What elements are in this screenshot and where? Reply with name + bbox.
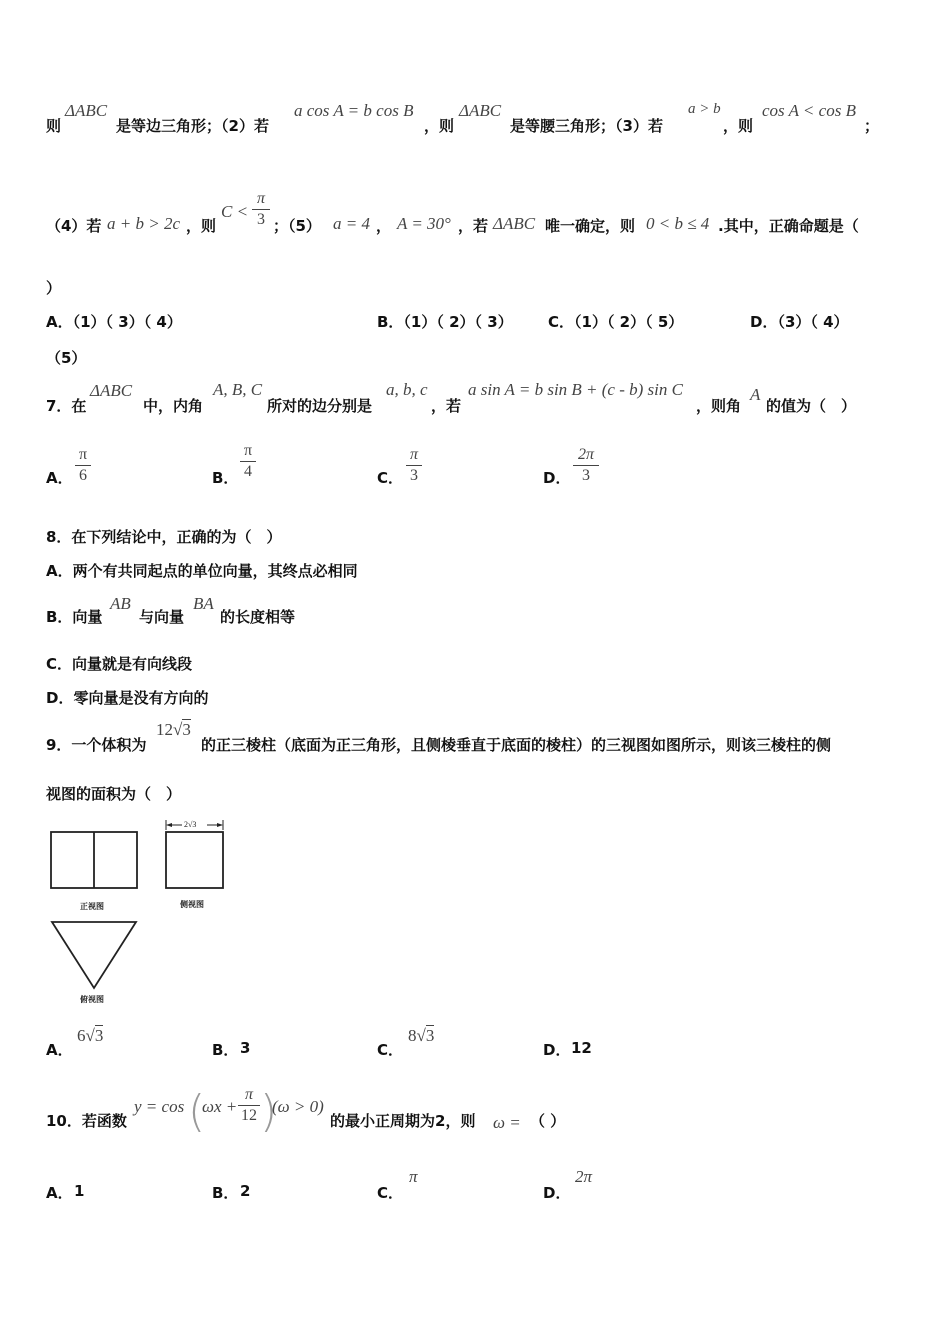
q7-text: ，则角: [696, 397, 742, 415]
front-view-label: 正视图: [80, 902, 104, 911]
q7-math: a sin A = b sin B + (c - b) sin C: [468, 380, 683, 399]
option-b-value: 3: [240, 1039, 251, 1057]
q7-math: A: [750, 385, 761, 404]
option-b[interactable]: B．（1）（ 2）（ 3）: [377, 313, 513, 331]
q6-text: （4）若: [46, 217, 102, 235]
q6-math: cos A < cos B: [762, 101, 856, 120]
option-a[interactable]: A．: [46, 1184, 73, 1202]
q6-math: ΔABC: [459, 101, 502, 120]
option-b[interactable]: B．: [212, 469, 239, 487]
option-a[interactable]: A．: [46, 469, 73, 487]
option-b[interactable]: B．: [212, 1041, 239, 1059]
option-b[interactable]: B．: [212, 1184, 239, 1202]
q6-math: ΔABC: [65, 101, 108, 120]
q9-text: 的正三棱柱（底面为正三角形，且侧棱垂直于底面的棱柱）的三视图如图所示，则该三棱柱的侧: [201, 736, 832, 754]
option-d-cont: （5）: [46, 349, 87, 367]
option-c[interactable]: C．（1）（ 2）（ 5）: [548, 313, 684, 331]
option-a-value: 6√3: [77, 1026, 104, 1045]
q7-math: a, b, c: [386, 380, 428, 399]
left-paren: (: [188, 1086, 206, 1137]
vector-ab: AB: [110, 594, 131, 613]
q9-text: 视图的面积为（ ）: [46, 785, 182, 803]
q10-text: （ ）: [530, 1112, 566, 1130]
option-d[interactable]: D．（3）（ 4）: [750, 313, 849, 331]
q8-text: 的长度相等: [220, 608, 296, 626]
top-view-label: 俯视图: [80, 995, 104, 1004]
option-d-value: 2π: [575, 1167, 593, 1186]
q6-text: 是等边三角形；（2）若: [116, 117, 269, 135]
q6-text: ；（5）: [273, 217, 321, 235]
q7-option-a-fraction: π 6: [75, 446, 91, 485]
right-paren: ): [260, 1086, 278, 1137]
side-view-label: 侧视图: [180, 900, 204, 909]
q6-math: a = 4: [333, 214, 370, 233]
q7-text: 7．在: [46, 397, 87, 415]
q6-math: a + b > 2c: [107, 214, 180, 233]
three-view-figure: [45, 815, 235, 1010]
option-c-value: 8√3: [408, 1026, 435, 1045]
q6-math: 0 < b ≤ 4: [646, 214, 710, 233]
q7-option-d-fraction: 2π 3: [573, 446, 599, 485]
option-d-value: 12: [571, 1039, 592, 1057]
option-a[interactable]: A．: [46, 1041, 73, 1059]
q10-math: ω =: [493, 1113, 521, 1132]
q7-math: A, B, C: [213, 380, 263, 399]
option-b-value: 2: [240, 1182, 251, 1200]
option-c[interactable]: C．: [377, 1184, 404, 1202]
option-c[interactable]: C．向量就是有向线段: [46, 655, 193, 673]
q6-math: C <: [221, 202, 249, 221]
option-c[interactable]: C．: [377, 469, 404, 487]
q8-text: 与向量: [139, 608, 185, 626]
q6-math: ΔABC: [493, 214, 536, 233]
q10-fraction: π 12: [238, 1086, 260, 1125]
q6-text: ，则: [723, 117, 754, 135]
option-d[interactable]: D．: [543, 1184, 571, 1202]
q6-text: ，则: [424, 117, 455, 135]
side-view-dimension: 2√3: [184, 820, 197, 829]
option-a[interactable]: A．两个有共同起点的单位向量，其终点必相同: [46, 562, 358, 580]
q7-text: 所对的边分别是: [267, 397, 373, 415]
q9-text: 9．一个体积为: [46, 736, 147, 754]
q7-option-b-fraction: π 4: [240, 442, 256, 481]
q7-math: ΔABC: [90, 381, 133, 400]
q10-text: 的最小正周期为2，则: [330, 1112, 476, 1130]
option-d[interactable]: D．: [543, 469, 571, 487]
option-d[interactable]: D．: [543, 1041, 571, 1059]
q6-text: ；: [864, 117, 880, 135]
vector-ba: BA: [193, 594, 214, 613]
q10-math: (ω > 0): [272, 1097, 324, 1116]
option-c[interactable]: C．: [377, 1041, 404, 1059]
q7-text: 的值为（ ）: [766, 397, 857, 415]
q7-option-c-fraction: π 3: [406, 446, 422, 485]
q6-text: 唯一确定，则: [545, 217, 636, 235]
q6-text: ，若: [458, 217, 489, 235]
option-a-value: 1: [74, 1182, 85, 1200]
q7-text: ，若: [431, 397, 462, 415]
q6-text: 则: [46, 117, 62, 135]
three-view-drawing: [45, 815, 235, 1010]
q6-math: A = 30°: [397, 214, 451, 233]
q6-text: ）: [46, 279, 62, 297]
q10-text: 10．若函数: [46, 1112, 127, 1130]
q10-math: y = cos: [134, 1097, 185, 1116]
q6-math: a > b: [688, 101, 721, 117]
option-a[interactable]: A．（1）（ 3）（ 4）: [46, 313, 182, 331]
q6-text: 是等腰三角形；（3）若: [510, 117, 663, 135]
q9-volume: 12√3: [156, 720, 191, 739]
q6-text: ，则: [186, 217, 217, 235]
q8-text: B．向量: [46, 608, 103, 626]
q6-fraction: π 3: [252, 190, 270, 229]
q6-math: a cos A = b cos B: [294, 101, 414, 120]
q7-text: 中，内角: [143, 397, 204, 415]
q8-stem: 8．在下列结论中，正确的为（ ）: [46, 528, 282, 546]
q6-text: .其中，正确命题是（: [718, 217, 859, 235]
q6-text: ，: [376, 217, 392, 235]
option-c-value: π: [409, 1167, 418, 1186]
option-d[interactable]: D．零向量是没有方向的: [46, 689, 209, 707]
q10-math: ωx +: [202, 1097, 238, 1116]
